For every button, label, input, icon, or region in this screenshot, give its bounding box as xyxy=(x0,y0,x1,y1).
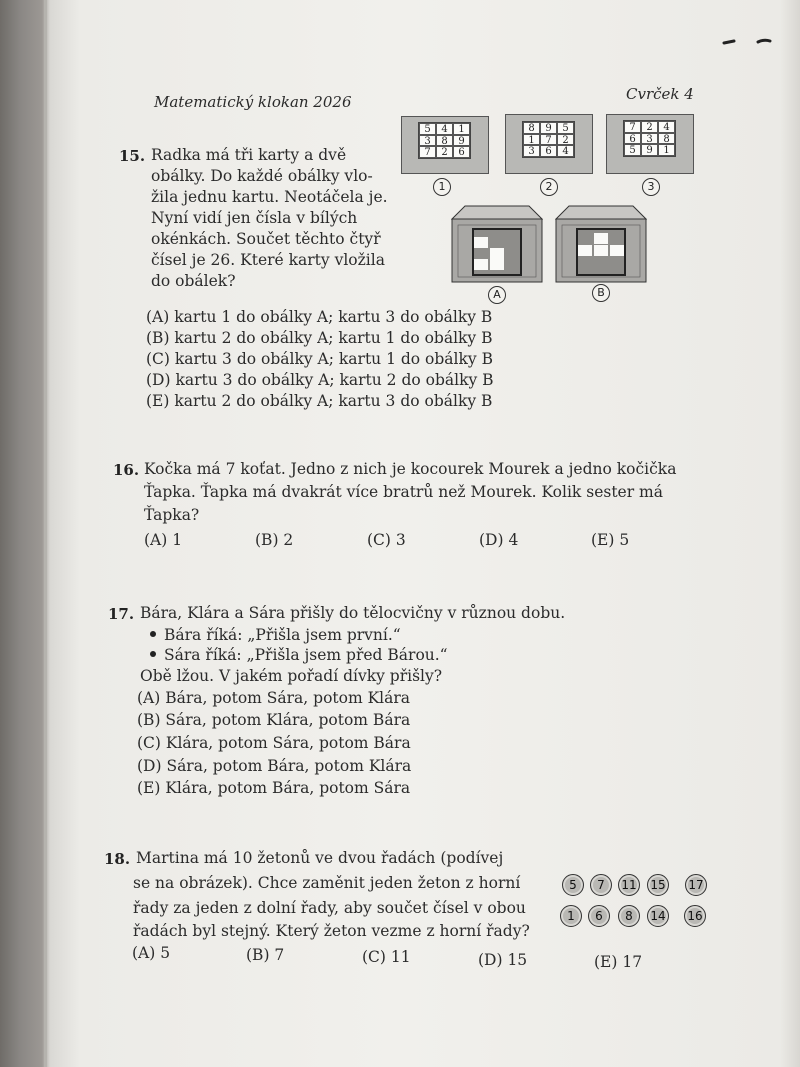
q18-option-b[interactable]: (B) 7 xyxy=(246,946,285,964)
card-cell: 7 xyxy=(624,121,641,133)
card-cell: 9 xyxy=(641,144,658,156)
card-cell: 8 xyxy=(436,135,453,147)
token-bottom: 6 xyxy=(588,905,610,927)
q18-line: se na obrázek). Chce zaměnit jeden žeton z horní xyxy=(133,874,521,892)
card-cell: 5 xyxy=(419,123,436,135)
q15-line: obálky. Do každé obálky vlo- xyxy=(151,167,373,185)
card-cell: 3 xyxy=(419,135,436,147)
q15-option-d[interactable]: (D) kartu 3 do obálky A; kartu 2 do obálky B xyxy=(146,371,494,389)
envelope-b-label: B xyxy=(592,284,610,302)
token-bottom: 8 xyxy=(618,905,640,927)
token-bottom: 1 xyxy=(560,905,582,927)
envelope-a xyxy=(451,205,543,283)
token-bottom: 14 xyxy=(647,905,669,927)
q17-option-c[interactable]: (C) Klára, potom Sára, potom Bára xyxy=(137,734,411,752)
card-2-label: 2 xyxy=(540,178,558,196)
q18-option-e[interactable]: (E) 17 xyxy=(594,953,643,971)
token-top: 17 xyxy=(685,874,707,896)
q16-number: 16. xyxy=(113,461,140,479)
q16-option-d[interactable]: (D) 4 xyxy=(479,531,519,549)
contest-title: Matematický klokan 2026 xyxy=(154,93,352,111)
paper-edge xyxy=(44,0,47,1067)
bullet-dot xyxy=(150,631,156,637)
q16-option-a[interactable]: (A) 1 xyxy=(144,531,183,549)
q15-line: žila jednu kartu. Neotáčela je. xyxy=(151,188,388,206)
card-cell: 4 xyxy=(557,145,574,157)
envelope-b xyxy=(555,205,647,283)
card-cell: 7 xyxy=(419,146,436,158)
q17-bullet xyxy=(150,626,401,644)
q15-line: okénkách. Součet těchto čtyř xyxy=(151,230,381,248)
q18-line: Martina má 10 žetonů ve dvou řadách (podívej xyxy=(136,849,504,867)
q17-bullet-text: Bára říká: „Přišla jsem první.“ xyxy=(164,626,401,644)
q18-number: 18. xyxy=(104,850,131,868)
card-cell: 3 xyxy=(641,133,658,145)
bullet-dot xyxy=(150,651,156,657)
q17-option-b[interactable]: (B) Sára, potom Klára, potom Bára xyxy=(137,711,411,729)
card-cell: 4 xyxy=(658,121,675,133)
q17-option-e[interactable]: (E) Klára, potom Bára, potom Sára xyxy=(137,779,411,797)
q17-bullet xyxy=(150,646,448,664)
token-top: 5 xyxy=(562,874,584,896)
card-cell: 2 xyxy=(557,134,574,146)
q16-option-c[interactable]: (C) 3 xyxy=(367,531,406,549)
q15-option-c[interactable]: (C) kartu 3 do obálky A; kartu 1 do obálky B xyxy=(146,350,493,368)
card-1-label: 1 xyxy=(433,178,451,196)
q15-option-a[interactable]: (A) kartu 1 do obálky A; kartu 3 do obálky B xyxy=(146,308,493,326)
card-cell: 4 xyxy=(436,123,453,135)
q16-option-e[interactable]: (E) 5 xyxy=(591,531,630,549)
q15-number: 15. xyxy=(119,147,146,165)
token-top: 7 xyxy=(590,874,612,896)
q16-option-b[interactable]: (B) 2 xyxy=(255,531,294,549)
q15-line: čísel je 26. Které karty vložila xyxy=(151,251,385,269)
q17-option-d[interactable]: (D) Sára, potom Bára, potom Klára xyxy=(137,757,412,775)
card-1 xyxy=(401,116,489,174)
q15-option-e[interactable]: (E) kartu 2 do obálky A; kartu 3 do obálky B xyxy=(146,392,493,410)
q18-option-c[interactable]: (C) 11 xyxy=(362,948,411,966)
q17-intro: Bára, Klára a Sára přišly do tělocvičny v různou dobu. xyxy=(140,604,566,622)
card-cell: 9 xyxy=(453,135,470,147)
contest-category: Cvrček 4 xyxy=(626,85,694,103)
card-cell: 9 xyxy=(540,122,557,134)
card-cell: 1 xyxy=(453,123,470,135)
card-cell: 1 xyxy=(658,144,675,156)
q18-option-d[interactable]: (D) 15 xyxy=(478,951,528,969)
q15-line: do obálek? xyxy=(151,272,236,290)
card-cell: 5 xyxy=(624,144,641,156)
q15-option-b[interactable]: (B) kartu 2 do obálky A; kartu 1 do obálky B xyxy=(146,329,493,347)
card-3-label: 3 xyxy=(642,178,660,196)
q16-line: Ťapka. Ťapka má dvakrát více bratrů než Mourek. Kolik sester má xyxy=(144,483,663,501)
q15-line: Nyní vidí jen čísla v bílých xyxy=(151,209,358,227)
card-3 xyxy=(606,114,694,174)
card-cell: 2 xyxy=(436,146,453,158)
pen-mark xyxy=(722,38,772,46)
card-cell: 8 xyxy=(523,122,540,134)
q16-line: Kočka má 7 koťat. Jedno z nich je kocourek Mourek a jedno kočička xyxy=(144,460,677,478)
card-cell: 5 xyxy=(557,122,574,134)
card-cell: 8 xyxy=(658,133,675,145)
q17-bullet-text: Sára říká: „Přišla jsem před Bárou.“ xyxy=(164,646,448,664)
card-cell: 6 xyxy=(624,133,641,145)
token-top: 15 xyxy=(647,874,669,896)
card-cell: 3 xyxy=(523,145,540,157)
card-cell: 1 xyxy=(523,134,540,146)
card-cell: 6 xyxy=(540,145,557,157)
q17-option-a[interactable]: (A) Bára, potom Sára, potom Klára xyxy=(137,689,411,707)
q15-line: Radka má tři karty a dvě xyxy=(151,146,347,164)
q17-number: 17. xyxy=(108,605,135,623)
card-cell: 7 xyxy=(540,134,557,146)
q18-line: řady za jeden z dolní řady, aby součet čísel v obou xyxy=(133,899,526,917)
card-cell: 6 xyxy=(453,146,470,158)
card-2 xyxy=(505,114,593,174)
q16-line: Ťapka? xyxy=(144,506,200,524)
token-top: 11 xyxy=(618,874,640,896)
envelope-a-label: A xyxy=(488,286,506,304)
card-cell: 2 xyxy=(641,121,658,133)
token-bottom: 16 xyxy=(684,905,706,927)
q18-line: řadách byl stejný. Který žeton vezme z horní řady? xyxy=(133,922,530,940)
q17-question: Obě lžou. V jakém pořadí dívky přišly? xyxy=(140,667,443,685)
q18-option-a[interactable]: (A) 5 xyxy=(132,944,171,962)
